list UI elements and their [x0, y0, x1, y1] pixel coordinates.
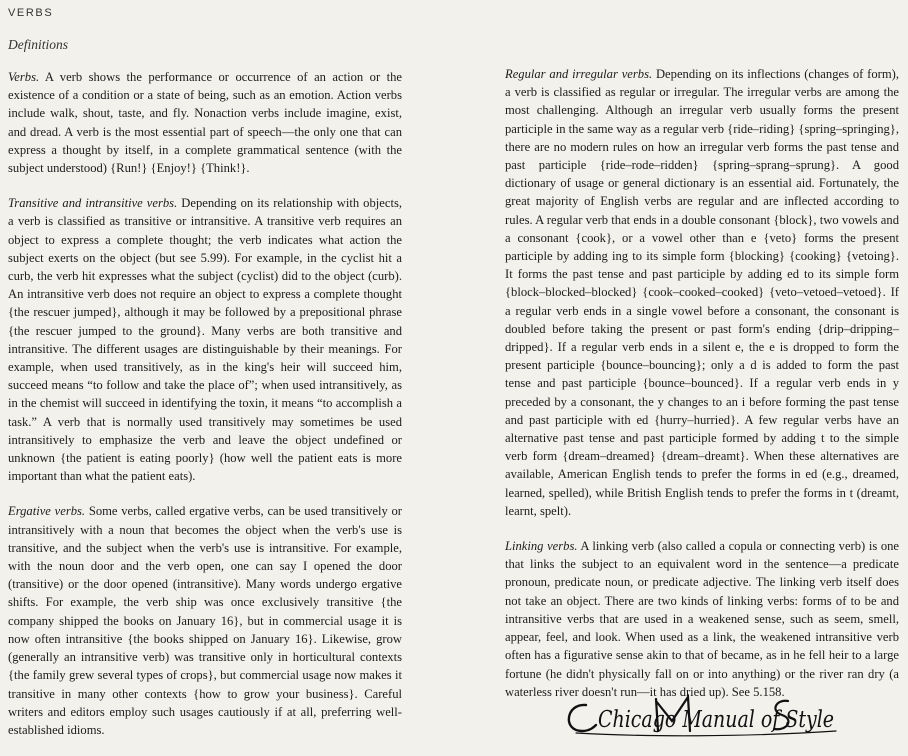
signature-drawing	[556, 687, 846, 743]
paragraph-text: A linking verb (also called a copula or connecting verb) is one that links the subject to an equivalent word in the sentence—a predicate pronoun, predicate noun, or predicate adjective. The linking verb itself does not take an object. There are two kinds of linking verbs: forms of to be and intransitive verbs that are used in a weakened sense, such as seem, smell, appear, feel, and look. When used as a link, the weakened intransitive verb often has a figurative sense akin to that of became, as in he fell heir to a large fortune (he didn't physically fall on or into anything) or the river ran dry (a waterless river doesn't run—it has dried up). See 5.158.	[505, 539, 899, 699]
paragraph-verbs	[8, 68, 402, 177]
paragraph-linking	[505, 537, 899, 701]
handwritten-signature	[556, 687, 846, 743]
paragraph-ergative	[8, 502, 402, 739]
paragraph-lead: Ergative verbs.	[8, 504, 86, 519]
left-column	[8, 68, 402, 756]
paragraph-lead: Linking verbs.	[505, 539, 578, 554]
paragraph-regular-irregular	[505, 65, 899, 520]
subsection-header: Definitions	[8, 37, 68, 52]
paragraph-lead: Transitive and intransitive verbs.	[8, 196, 178, 211]
paragraph-transitive	[8, 194, 402, 485]
paragraph-text: Depending on its relationship with objects, a verb is classified as transitive or intransitive. A transitive verb requires an object to express a complete thought; the verb indicates what action the subject exerts on the object (but see 5.99). For example, in the cyclist hit a curb, the verb hit expresses what the subject (cyclist) did to the object (curb). An intransitive verb does not require an object to express a complete thought {the rescuer jumped}, although it may be followed by a prepositional phrase {the rescuer jumped to the ground}. Many verbs are both transitive and intransitive. The different usages are distinguishable by their meanings. For example, when used transitively, as in the king's heir will succeed him, succeed means “to follow and take the place of”; when used intransitively, as in the chemist will succeed in identifying the toxin, it means “to accomplish a task.” A verb that is normally used transitively may sometimes be used intransitively to emphasize the verb and leave the object undefined or unknown {the patient is eating poorly} (how well the patient eats is more important than what the patient eats).	[8, 196, 402, 484]
paragraph-text: A verb shows the performance or occurrence of an action or the existence of a condition or a state of being, such as an emotion. Action verbs include walk, shout, taste, and fly. Nonaction verbs include imagine, exist, and dread. A verb is the most essential part of speech—the only one that can express a thought by itself, in a complete grammatical sentence (with the subject understood) {Run!} {Enjoy!} {Think!}.	[8, 70, 402, 176]
signature-text: Chicago Manual of Style	[598, 707, 834, 733]
paragraph-text: Some verbs, called ergative verbs, can be used transitively or intransitively with a noun that becomes the object when the verb's use is transitive, and the subject when the verb's use is intransitive. For example, with the noun door and the verb open, one can say I opened the door (transitive) or the door opened (intransitive). Many words undergo ergative shifts. For example, the verb ship was once exclusively transitive {the company shipped the books on January 16}, but in commercial usage it is now often intransitive {the books shipped on January 16}. Likewise, grow (generally an intransitive verb) was transitive only in horticultural contexts {the family grew several types of crops}, but commercial usage now makes it transitive in many other contexts {how to grow your business}. Careful writers and editors employ such usages cautiously if at all, preferring well-established idioms.	[8, 504, 402, 737]
paragraph-text: Depending on its inflections (changes of form), a verb is classified as regular or irregular. The irregular verbs are among the most challenging. Although an irregular verb usually forms the present participle in the same way as a regular verb {ride–riding} {spring–springing}, there are no modern rules on how an irregular verb forms the past tense and past participle {ride–rode–ridden} {spring–sprang–sprung}. A good dictionary of usage or general dictionary is an essential aid. Fortunately, the great majority of English verbs are regular and are inflected according to rules. A regular verb that ends in a double consonant {block}, two vowels and a consonant {cook}, or a vowel other than e {veto} forms the present participle by adding ing to its simple form {blocking} {cooking} {vetoing}. It forms the past tense and past participle by adding ed to its simple form {block–blocked–blocked} {cook–cooked–cooked} {veto–vetoed–vetoed}. If a regular verb ends in a single vowel before a consonant, the consonant is doubled before taking the present or past form's ending {drip–dripping–dripped}. If a regular verb ends in a silent e, the e is dropped to form the present participle {bounce–bouncing}; only a d is added to form the past tense and past participle {bounce–bounced}. If a regular verb ends in y preceded by a consonant, the y changes to an i before forming the past tense and past participle with ed {hurry–hurried}. A few regular verbs have an alternative past tense and past participle formed by adding t to the simple verb form {dream–dreamed} {dream–dreamt}. When these alternatives are available, American English tends to prefer the forms in ed (e.g., dreamed, learned, spelled), while British English tends to prefer the forms in t (dreamt, learnt, spelt).	[505, 67, 899, 518]
right-column	[505, 65, 899, 718]
paragraph-lead: Regular and irregular verbs.	[505, 67, 653, 81]
paragraph-lead: Verbs.	[8, 70, 40, 84]
section-header: VERBS	[8, 7, 54, 19]
